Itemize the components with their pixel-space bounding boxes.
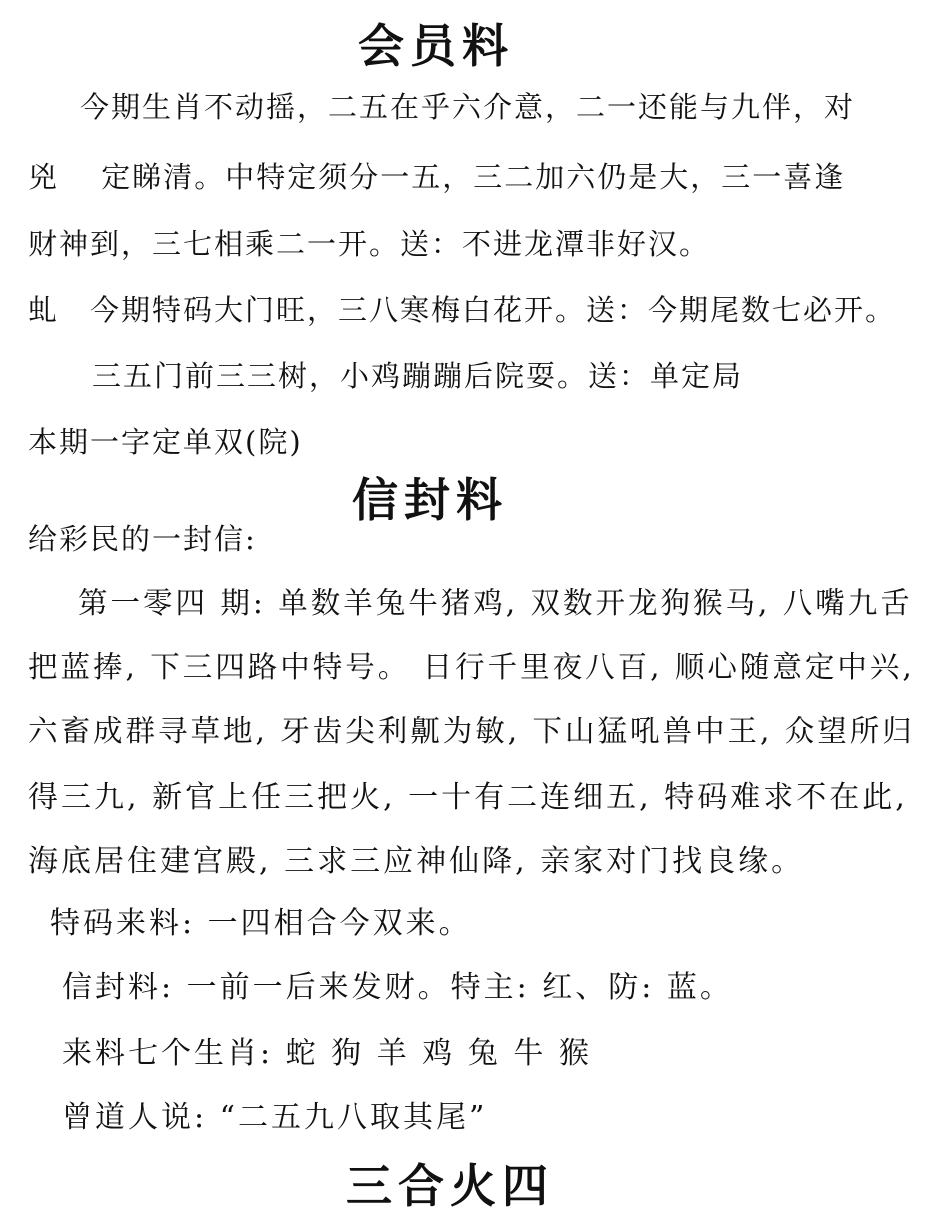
member-line-3: 财神到，三七相乘二一开。送：不进龙潭非好汉。: [28, 227, 711, 261]
envelope-line-4: 得三九, 新官上任三把火, 一十有二连细五, 特码难求不在此,: [28, 780, 908, 815]
envelope-material: 信封料: 一前一后来发财。特主: 红、防: 蓝。: [62, 970, 733, 1005]
member-line-6: 本期一字定单双(院): [28, 425, 303, 459]
section-title-member: 会员料: [358, 19, 514, 73]
envelope-greeting: 给彩民的一封信:: [28, 522, 257, 556]
section-title-envelope: 信封料: [352, 473, 508, 527]
member-line-5: 三五门前三三树，小鸡蹦蹦后院耍。送：单定局: [92, 359, 744, 393]
member-line-4: 虬 今期特码大门旺，三八寒梅白花开。送：今期尾数七必开。: [28, 293, 897, 327]
member-line-2: 兇 定睇清。中特定须分一五，三二加六仍是大，三一喜逢: [28, 160, 846, 194]
special-code-source: 特码来料: 一四相合今双来。: [50, 906, 472, 941]
envelope-line-1: 第一零四 期: 单数羊兔牛猪鸡, 双数开龙狗猴马, 八嘴九舌: [78, 586, 913, 620]
footer-title: 三合火四: [346, 1159, 554, 1213]
envelope-line-2: 把蓝捧, 下三四路中特号。 日行千里夜八百, 顺心随意定中兴,: [28, 650, 915, 684]
seven-zodiacs: 来料七个生肖: 蛇 狗 羊 鸡 兔 牛 猴: [62, 1036, 592, 1071]
envelope-line-5: 海底居住建宫殿, 三求三应神仙降, 亲家对门找良缘。: [28, 844, 805, 879]
member-line-1: 今期生肖不动摇，二五在乎六介意，二一还能与九伴，对: [80, 90, 856, 124]
envelope-line-3: 六畜成群寻草地, 牙齿尖利鼿为敏, 下山猛吼兽中王, 众望所归: [28, 714, 915, 748]
taoist-saying: 曾道人说: “二五九八取其尾”: [62, 1100, 488, 1135]
